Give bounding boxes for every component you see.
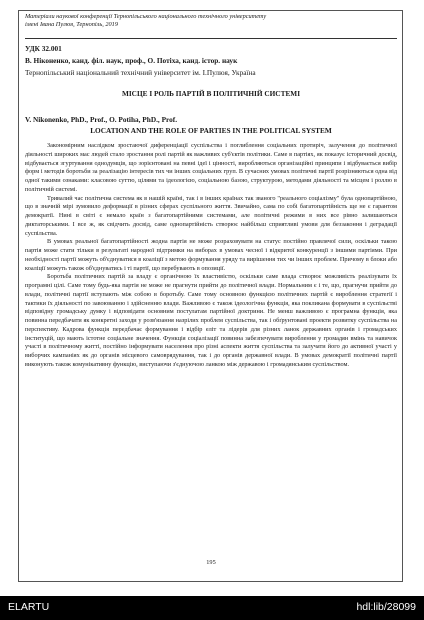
header-rule — [25, 38, 397, 39]
running-header-line-1: Матеріали наукової конференції Тернопільського національного технічного університету — [25, 13, 267, 20]
body-paragraph: Боротьба політичних партій за владу є органічною їх властивістю, оскільки саме влада створює можливість реалізувати їх програмні цілі. Саме тому будь-яка партія не може не прагнути прийти до політичної влади. Нормальним є і те, що, прагнучи прийти до влади, політичні партії вступають між собою в боротьбу. Саме тому основною функцією політичних партій є вироблення стратегії і тактики їх діяльності по завоюванню і здійсненню влади. Важливою є також ідеологічна функція, яка покликана формувати в суспільстві відповідну громадську думку і відповідати основним постулатам партійної доктрини. Не менш важливою є програмна функція, яка повинна передбачати як конкретні заходи у розв'язання назрілих проблем суспільства, так і обґрунтовані проекти розвитку суспільства на перспективу. Кадрова функція передбачає формування і відбір еліт та лідерів для різних ланок державних органів і громадських інституцій, що мають істотне соціальне значення. Функція соціалізації повинна забезпечувати вироблення у громадян вмінь та навичок участі в політичному житті, постійно інформувати населення про різні аспекти життя суспільства та залучати його до активної участі у виборчих кампаніях як до органів місцевого самоврядування, так і до органів державної влади. В умовах демократії політичні партії виконують також комунікативну функцію, виступаючи з'єднуючою ланкою між державою і громадянським суспільством. — [25, 273, 397, 368]
body-paragraph: В умовах реальної багатопартійності жодна партія не може розраховувати на статус постійно правлячої сили, оскільки такою партія може стати тільки в результаті народної підтримки на виборах в умовах чесної і відкритої конкуренції з іншими партіями. При необхідності партії можуть об'єднуватися в коаліції з метою формування уряду та вирішення тих чи інших проблем. Причому в блоки або коаліції можуть також об'єднуватись і ті партії, що перебувають в опозиції. — [25, 238, 397, 272]
body-paragraph: Закономірним наслідком зростаючої диференціації суспільства і поглиблення соціальних протиріч, залучення до політичної діяльності широких мас людей стало зростання ролі партій як важливих суб'єктів політики. Саме в партіях, як показує історичний досвід, відбувається згуртування однодумців, що зорієнтовані на певні ідеї і цінності, виробляються організаційні принципи і відбувається вибір форм і методів боротьби за реалізацію інтересів тих чи інших соціальних груп. В сучасних умовах політичні партії розрізняються одна від одної такими ознаками: класовою суттю, цілями та ідеологією, соціальною базою, структурою, методами діяльності та місцем і роллю в політичній системі. — [25, 142, 397, 193]
document-page — [18, 10, 403, 582]
running-header-line-2: імені Івана Пулюя, Тернопіль, 2019 — [25, 20, 118, 28]
body-paragraph: Тривалий час політична система як в нашій країні, так і в інших країнах так званого "реального соціалізму" була однопартійною, що в значній мірі зумовило деформації в різних сферах суспільного життя. Звичайно, сама по собі багатопартійність ще не є гарантом демократії. Нині в світі є немало країн з багатопартійними системами, але політичні режими в них все рівно залишаються диктаторськими. І все ж, як свідчить досвід, саме однопартійність створює найбільш сприятливі умови для беззаконня і деградації суспільства. — [25, 194, 397, 237]
authors-ukrainian: В. Ніконенко, канд. філ. наук, проф., О. Потіха, канд. істор. наук — [25, 56, 238, 65]
authors-english: V. Nikonenko, PhD., Prof., O. Potiha, PhD., Prof. — [25, 115, 178, 124]
page-number: 195 — [206, 559, 216, 566]
footer-handle-label: hdl:lib/28099 — [356, 601, 416, 613]
running-header — [25, 13, 397, 28]
article-body — [25, 142, 397, 370]
footer-repository-label: ELARTU — [8, 601, 50, 613]
title-english: LOCATION AND THE ROLE OF PARTIES IN THE POLITICAL SYSTEM — [90, 126, 332, 135]
affiliation: Тернопільський національний технічний університет ім. І.Пулюя, Україна — [25, 68, 256, 77]
title-ukrainian: МІСЦЕ І РОЛЬ ПАРТІЙ В ПОЛІТИЧНІЙ СИСТЕМІ — [121, 89, 301, 98]
udc-code: УДК 32.001 — [25, 44, 62, 53]
